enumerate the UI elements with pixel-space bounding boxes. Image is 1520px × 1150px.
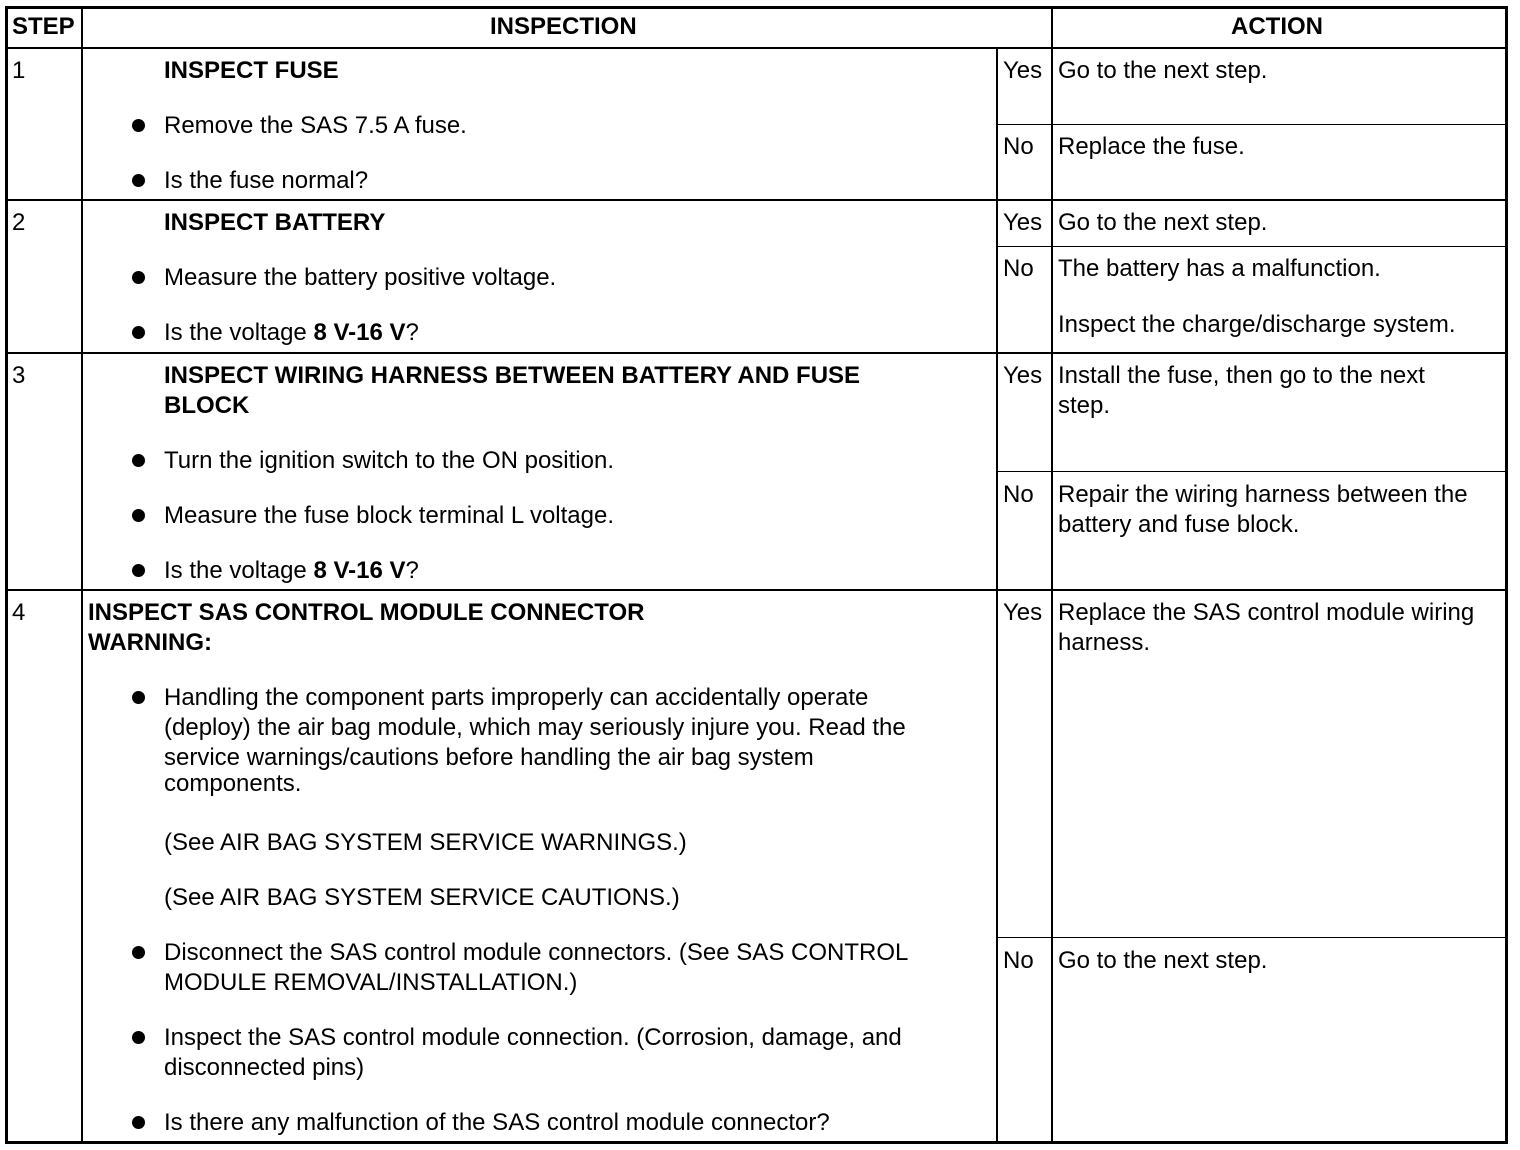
step-4-disconnect-line-1: Disconnect the SAS control module connectors. (See SAS CONTROL: [164, 939, 909, 966]
step-3-yes-action-1: Install the fuse, then go to the next: [1058, 362, 1425, 389]
bullet-icon: [132, 1116, 145, 1129]
col-divider-yesno: [996, 48, 998, 1144]
step-1-number: 1: [12, 57, 26, 84]
step-2-question: Is the voltage 8 V-16 V?: [164, 319, 419, 346]
step-1-no-label: No: [1003, 133, 1034, 160]
step-2-title: INSPECT BATTERY: [164, 209, 386, 236]
step-4-no-label: No: [1003, 947, 1034, 974]
step-4-warning-line-1: Handling the component parts improperly can accidentally operate: [164, 684, 869, 711]
step-4-yes-action-2: harness.: [1058, 629, 1151, 656]
step-2-bullet-1: Measure the battery positive voltage.: [164, 264, 557, 291]
step-2-yes-label: Yes: [1003, 209, 1043, 236]
step-4-question: Is there any malfunction of the SAS control module connector?: [164, 1109, 830, 1136]
step-4-no-action: Go to the next step.: [1058, 947, 1268, 974]
step-3-no-action-2: battery and fuse block.: [1058, 511, 1300, 538]
step-3-yes-action-2: step.: [1058, 392, 1111, 419]
step-4-number: 4: [12, 599, 26, 626]
yes-no-divider-4: [997, 937, 1508, 938]
step-3-no-label: No: [1003, 481, 1034, 508]
step-4-warning-line-4: components.: [164, 770, 302, 797]
bullet-icon: [132, 691, 145, 704]
step-4-yes-action-1: Replace the SAS control module wiring: [1058, 599, 1475, 626]
header-inspection: INSPECTION: [490, 13, 637, 40]
step-3-number: 3: [12, 362, 26, 389]
bullet-icon: [132, 454, 145, 467]
step-2-no-label: No: [1003, 255, 1034, 282]
step-3-no-action-1: Repair the wiring harness between the: [1058, 481, 1468, 508]
step-3-yes-label: Yes: [1003, 362, 1043, 389]
col-divider-action: [1051, 6, 1053, 1144]
bullet-icon: [132, 1031, 145, 1044]
bullet-icon: [132, 564, 145, 577]
bullet-icon: [132, 174, 145, 187]
bullet-icon: [132, 326, 145, 339]
header-action: ACTION: [1231, 13, 1323, 40]
step-1-yes-action: Go to the next step.: [1058, 57, 1268, 84]
step-1-bullet-2: Is the fuse normal?: [164, 167, 369, 194]
step-4-inspect-line-2: disconnected pins): [164, 1054, 365, 1081]
bullet-icon: [132, 509, 145, 522]
step-1-no-action: Replace the fuse.: [1058, 133, 1245, 160]
yes-no-divider-3: [997, 471, 1508, 472]
step-2-yes-action: Go to the next step.: [1058, 209, 1268, 236]
row-divider-2: [5, 352, 1508, 354]
step-2-number: 2: [12, 209, 26, 236]
bullet-icon: [132, 119, 145, 132]
step-4-warning-line-2: (deploy) the air bag module, which may seriously injure you. Read the: [164, 714, 906, 741]
step-4-yes-label: Yes: [1003, 599, 1043, 626]
step-3-question: Is the voltage 8 V-16 V?: [164, 557, 419, 584]
step-3-title-line-1: INSPECT WIRING HARNESS BETWEEN BATTERY AND FUSE: [164, 362, 861, 389]
step-3-bullet-1: Turn the ignition switch to the ON position.: [164, 447, 614, 474]
step-4-warning-line-3: service warnings/cautions before handling the air bag system: [164, 744, 814, 771]
step-3-title-line-2: BLOCK: [164, 392, 250, 419]
step-2-no-action-1: The battery has a malfunction.: [1058, 255, 1381, 282]
step-1-yes-label: Yes: [1003, 57, 1043, 84]
step-4-see-cautions: (See AIR BAG SYSTEM SERVICE CAUTIONS.): [164, 884, 680, 911]
col-divider-step: [81, 6, 83, 1144]
step-4-title: INSPECT SAS CONTROL MODULE CONNECTOR: [88, 599, 645, 626]
row-divider-3: [5, 589, 1508, 591]
row-divider-1: [5, 199, 1508, 201]
step-1-title: INSPECT FUSE: [164, 57, 339, 84]
step-1-bullet-1: Remove the SAS 7.5 A fuse.: [164, 112, 467, 139]
step-2-no-action-2: Inspect the charge/discharge system.: [1058, 311, 1456, 338]
step-4-see-warnings: (See AIR BAG SYSTEM SERVICE WARNINGS.): [164, 829, 687, 856]
bullet-icon: [132, 946, 145, 959]
bullet-icon: [132, 271, 145, 284]
step-4-warning-label: WARNING:: [88, 629, 212, 656]
yes-no-divider-1: [997, 124, 1508, 125]
step-4-disconnect-line-2: MODULE REMOVAL/INSTALLATION.): [164, 969, 578, 996]
yes-no-divider-2: [997, 246, 1508, 247]
header-divider: [5, 47, 1508, 49]
step-3-bullet-2: Measure the fuse block terminal L voltage.: [164, 502, 615, 529]
header-step: STEP: [12, 13, 75, 40]
step-4-inspect-line-1: Inspect the SAS control module connection. (Corrosion, damage, and: [164, 1024, 902, 1051]
